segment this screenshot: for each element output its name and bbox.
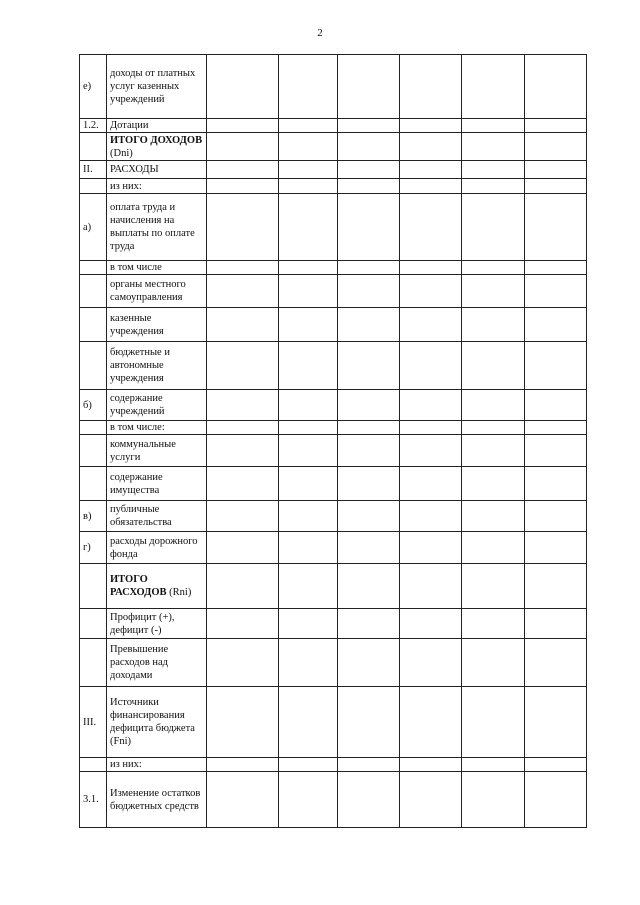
row-label-text: расходы дорожного фонда bbox=[110, 535, 198, 560]
value-cell bbox=[207, 133, 279, 161]
value-cell bbox=[400, 275, 462, 308]
value-cell bbox=[400, 687, 462, 758]
value-cell bbox=[462, 179, 525, 194]
value-cell bbox=[462, 390, 525, 421]
value-cell bbox=[400, 179, 462, 194]
table-row bbox=[80, 261, 587, 275]
table-row bbox=[80, 342, 587, 390]
table-row bbox=[80, 161, 587, 179]
value-cell bbox=[207, 194, 279, 261]
value-cell bbox=[462, 55, 525, 119]
row-label-cell bbox=[107, 758, 207, 772]
row-label-text: в том числе bbox=[110, 262, 162, 273]
value-cell bbox=[338, 687, 400, 758]
value-cell bbox=[338, 772, 400, 828]
row-label-text: из них: bbox=[110, 759, 142, 770]
value-cell bbox=[462, 532, 525, 564]
value-cell bbox=[207, 639, 279, 687]
value-cell bbox=[525, 609, 587, 639]
value-cell bbox=[400, 772, 462, 828]
value-cell bbox=[400, 390, 462, 421]
row-number-cell bbox=[80, 308, 107, 342]
value-cell bbox=[279, 609, 338, 639]
value-cell bbox=[400, 421, 462, 435]
value-cell bbox=[400, 532, 462, 564]
row-label-text: РАСХОДЫ bbox=[110, 164, 159, 175]
row-number-cell bbox=[80, 564, 107, 609]
row-label-text: Профицит (+), дефицит (-) bbox=[110, 611, 175, 636]
value-cell bbox=[279, 532, 338, 564]
row-label-cell bbox=[107, 609, 207, 639]
value-cell bbox=[525, 194, 587, 261]
table-row bbox=[80, 133, 587, 161]
table-row bbox=[80, 119, 587, 133]
value-cell bbox=[338, 342, 400, 390]
row-number-cell bbox=[80, 435, 107, 467]
value-cell bbox=[338, 161, 400, 179]
row-number-cell: в) bbox=[80, 501, 107, 532]
table-row bbox=[80, 435, 587, 467]
value-cell bbox=[462, 119, 525, 133]
row-number-cell: а) bbox=[80, 194, 107, 261]
value-cell bbox=[400, 261, 462, 275]
row-label-cell bbox=[107, 179, 207, 194]
value-cell bbox=[525, 275, 587, 308]
value-cell bbox=[207, 179, 279, 194]
table-row bbox=[80, 609, 587, 639]
value-cell bbox=[207, 501, 279, 532]
value-cell bbox=[279, 194, 338, 261]
value-cell bbox=[400, 467, 462, 501]
row-label-text: содержание имущества bbox=[110, 471, 163, 496]
value-cell bbox=[207, 467, 279, 501]
row-label-bold: ИТОГО ДОХОДОВ bbox=[110, 134, 203, 146]
value-cell bbox=[462, 467, 525, 501]
row-number-cell: 1.2. bbox=[80, 119, 107, 133]
value-cell bbox=[338, 308, 400, 342]
value-cell bbox=[338, 639, 400, 687]
table-row bbox=[80, 179, 587, 194]
value-cell bbox=[279, 133, 338, 161]
value-cell bbox=[462, 639, 525, 687]
value-cell bbox=[400, 501, 462, 532]
value-cell bbox=[400, 161, 462, 179]
row-label-cell bbox=[107, 133, 207, 161]
value-cell bbox=[207, 275, 279, 308]
value-cell bbox=[207, 758, 279, 772]
row-label-cell bbox=[107, 687, 207, 758]
value-cell bbox=[525, 501, 587, 532]
table-row bbox=[80, 275, 587, 308]
value-cell bbox=[400, 308, 462, 342]
value-cell bbox=[338, 609, 400, 639]
value-cell bbox=[400, 758, 462, 772]
table-row bbox=[80, 467, 587, 501]
value-cell bbox=[279, 564, 338, 609]
row-label-text: казенные учреждения bbox=[110, 312, 164, 337]
row-label-cell bbox=[107, 532, 207, 564]
value-cell bbox=[338, 179, 400, 194]
value-cell bbox=[279, 772, 338, 828]
row-label-text: Изменение остатков бюджетных средств bbox=[110, 787, 201, 812]
row-label-text: Дотации bbox=[110, 120, 149, 131]
table-row bbox=[80, 55, 587, 119]
value-cell bbox=[462, 564, 525, 609]
value-cell bbox=[462, 501, 525, 532]
value-cell bbox=[207, 564, 279, 609]
row-label-cell bbox=[107, 421, 207, 435]
value-cell bbox=[525, 390, 587, 421]
row-label-cell bbox=[107, 261, 207, 275]
row-label-cell bbox=[107, 161, 207, 179]
table-row bbox=[80, 421, 587, 435]
value-cell bbox=[279, 161, 338, 179]
value-cell bbox=[462, 772, 525, 828]
value-cell bbox=[207, 161, 279, 179]
value-cell bbox=[279, 390, 338, 421]
table-row bbox=[80, 390, 587, 421]
value-cell bbox=[279, 467, 338, 501]
value-cell bbox=[462, 758, 525, 772]
value-cell bbox=[207, 390, 279, 421]
value-cell bbox=[338, 421, 400, 435]
value-cell bbox=[525, 564, 587, 609]
row-label-cell bbox=[107, 275, 207, 308]
value-cell bbox=[525, 133, 587, 161]
value-cell bbox=[279, 308, 338, 342]
table-row bbox=[80, 501, 587, 532]
value-cell bbox=[207, 435, 279, 467]
value-cell bbox=[400, 564, 462, 609]
row-label-text: из них: bbox=[110, 180, 142, 192]
row-number-cell bbox=[80, 275, 107, 308]
value-cell bbox=[525, 261, 587, 275]
value-cell bbox=[400, 119, 462, 133]
value-cell bbox=[279, 342, 338, 390]
value-cell bbox=[207, 532, 279, 564]
row-label-text: органы местного самоуправления bbox=[110, 279, 186, 303]
budget-table bbox=[79, 54, 587, 828]
value-cell bbox=[525, 119, 587, 133]
value-cell bbox=[462, 421, 525, 435]
table-row bbox=[80, 564, 587, 609]
value-cell bbox=[525, 179, 587, 194]
value-cell bbox=[279, 687, 338, 758]
row-number-cell: г) bbox=[80, 532, 107, 564]
value-cell bbox=[338, 275, 400, 308]
row-label-text: в том числе: bbox=[110, 422, 165, 433]
row-number-cell bbox=[80, 609, 107, 639]
value-cell bbox=[400, 55, 462, 119]
value-cell bbox=[462, 194, 525, 261]
row-number-cell: е) bbox=[80, 55, 107, 119]
value-cell bbox=[525, 308, 587, 342]
row-label-text: Источники финансирования дефицита бюджета (Fni) bbox=[110, 697, 195, 747]
table-row bbox=[80, 639, 587, 687]
value-cell bbox=[462, 435, 525, 467]
value-cell bbox=[462, 161, 525, 179]
value-cell bbox=[525, 772, 587, 828]
row-number-cell bbox=[80, 342, 107, 390]
value-cell bbox=[400, 639, 462, 687]
value-cell bbox=[338, 119, 400, 133]
page-number: 2 bbox=[317, 27, 323, 39]
value-cell bbox=[338, 133, 400, 161]
value-cell bbox=[207, 119, 279, 133]
row-label-text: Превышение расходов над доходами bbox=[110, 644, 169, 681]
value-cell bbox=[462, 609, 525, 639]
row-label-text: доходы от платных услуг казенных учреждений bbox=[110, 68, 196, 105]
value-cell bbox=[207, 772, 279, 828]
value-cell bbox=[338, 501, 400, 532]
value-cell bbox=[525, 467, 587, 501]
value-cell bbox=[400, 194, 462, 261]
table-row bbox=[80, 758, 587, 772]
row-label-cell bbox=[107, 772, 207, 828]
row-number-cell: III. bbox=[80, 687, 107, 758]
value-cell bbox=[279, 261, 338, 275]
table-row bbox=[80, 687, 587, 758]
value-cell bbox=[279, 758, 338, 772]
value-cell bbox=[279, 275, 338, 308]
value-cell bbox=[338, 194, 400, 261]
value-cell bbox=[525, 758, 587, 772]
row-label-cell bbox=[107, 119, 207, 133]
value-cell bbox=[338, 55, 400, 119]
value-cell bbox=[279, 435, 338, 467]
row-label-text: публичные обязательства bbox=[110, 504, 172, 528]
value-cell bbox=[207, 687, 279, 758]
row-label-cell bbox=[107, 564, 207, 609]
row-number-cell bbox=[80, 133, 107, 161]
value-cell bbox=[525, 435, 587, 467]
value-cell bbox=[338, 261, 400, 275]
row-label-cell bbox=[107, 435, 207, 467]
table-row bbox=[80, 532, 587, 564]
row-label-cell bbox=[107, 342, 207, 390]
value-cell bbox=[462, 133, 525, 161]
row-label-text: оплата труда и начисления на выплаты по оплате труда bbox=[110, 202, 195, 252]
value-cell bbox=[207, 55, 279, 119]
value-cell bbox=[338, 564, 400, 609]
row-number-cell: 3.1. bbox=[80, 772, 107, 828]
value-cell bbox=[279, 421, 338, 435]
row-label-text: коммунальные услуги bbox=[110, 438, 176, 463]
value-cell bbox=[279, 639, 338, 687]
value-cell bbox=[338, 758, 400, 772]
value-cell bbox=[279, 55, 338, 119]
row-label-suffix: (Dni) bbox=[110, 147, 133, 159]
value-cell bbox=[525, 421, 587, 435]
value-cell bbox=[462, 342, 525, 390]
value-cell bbox=[462, 261, 525, 275]
table-row bbox=[80, 194, 587, 261]
row-number-cell: б) bbox=[80, 390, 107, 421]
value-cell bbox=[279, 119, 338, 133]
row-number-cell bbox=[80, 639, 107, 687]
row-number-cell: II. bbox=[80, 161, 107, 179]
value-cell bbox=[400, 342, 462, 390]
value-cell bbox=[525, 55, 587, 119]
row-label-text: содержание учреждений bbox=[110, 393, 165, 417]
value-cell bbox=[279, 501, 338, 532]
value-cell bbox=[400, 435, 462, 467]
value-cell bbox=[462, 308, 525, 342]
value-cell bbox=[207, 421, 279, 435]
value-cell bbox=[207, 609, 279, 639]
value-cell bbox=[400, 133, 462, 161]
row-number-cell bbox=[80, 261, 107, 275]
row-label-bold: ИТОГО РАСХОДОВ bbox=[110, 574, 167, 598]
row-label-cell bbox=[107, 194, 207, 261]
row-number-cell bbox=[80, 421, 107, 435]
value-cell bbox=[525, 532, 587, 564]
value-cell bbox=[338, 532, 400, 564]
value-cell bbox=[338, 390, 400, 421]
value-cell bbox=[462, 275, 525, 308]
table-row bbox=[80, 308, 587, 342]
value-cell bbox=[525, 161, 587, 179]
row-label-cell bbox=[107, 467, 207, 501]
value-cell bbox=[207, 261, 279, 275]
row-number-cell bbox=[80, 179, 107, 194]
row-label-cell bbox=[107, 390, 207, 421]
value-cell bbox=[400, 609, 462, 639]
row-label-cell bbox=[107, 501, 207, 532]
value-cell bbox=[207, 308, 279, 342]
value-cell bbox=[462, 687, 525, 758]
row-label-text: бюджетные и автономные учреждения bbox=[110, 347, 170, 384]
value-cell bbox=[338, 435, 400, 467]
value-cell bbox=[207, 342, 279, 390]
row-number-cell bbox=[80, 467, 107, 501]
row-label-cell bbox=[107, 308, 207, 342]
value-cell bbox=[279, 179, 338, 194]
value-cell bbox=[525, 639, 587, 687]
table-row bbox=[80, 772, 587, 828]
budget-table-body bbox=[80, 55, 587, 828]
row-number-cell bbox=[80, 758, 107, 772]
row-label-suffix: (Rni) bbox=[166, 587, 192, 598]
value-cell bbox=[338, 467, 400, 501]
row-label-cell bbox=[107, 639, 207, 687]
value-cell bbox=[525, 342, 587, 390]
row-label-cell bbox=[107, 55, 207, 119]
value-cell bbox=[525, 687, 587, 758]
